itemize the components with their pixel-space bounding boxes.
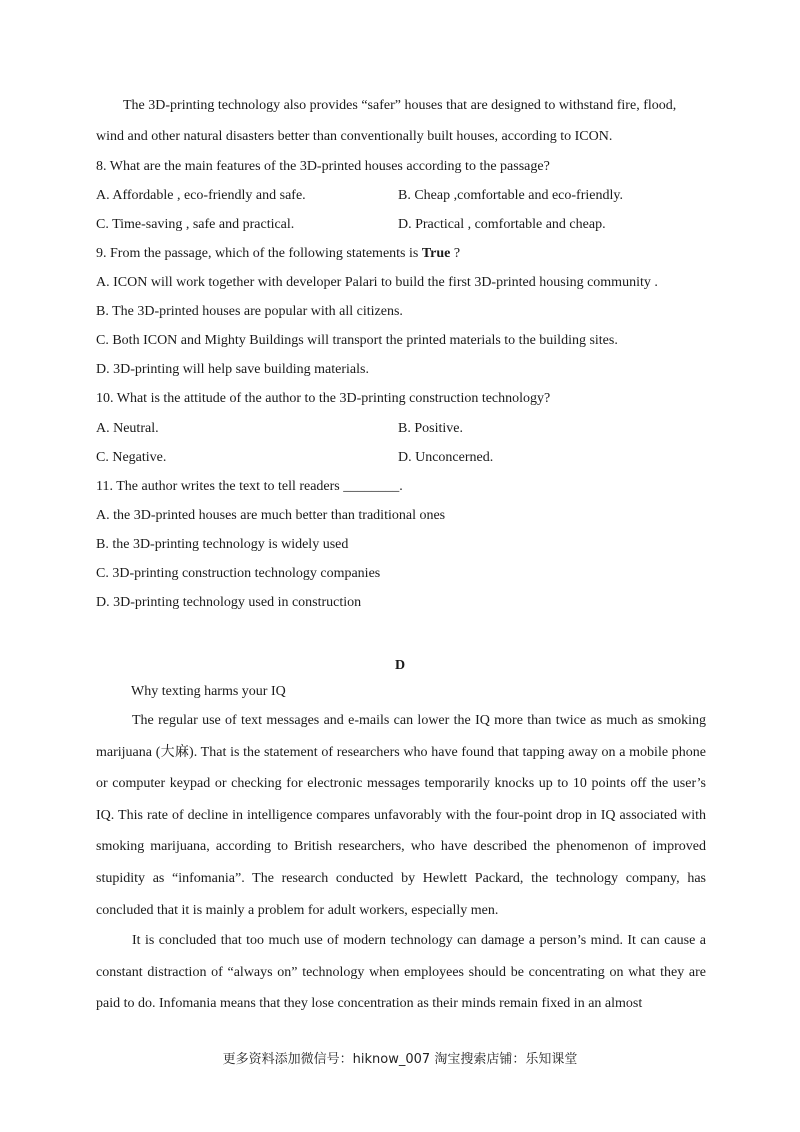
q10-option-a: A. Neutral. [96,421,159,436]
q9-option-d: D. 3D-printing will help save building materials. [96,362,369,377]
passage-title: Why texting harms your IQ [131,684,286,699]
question-11-stem: 11. The author writes the text to tell readers ________. [96,479,403,494]
q10-option-c: C. Negative. [96,450,167,465]
q9-stem-bold: True [421,246,451,261]
para2-text: It is concluded that too much use of modern technology can damage a person’s mind. It can cause a constant distraction of “always on” technology when employees should be concentrating on what they are paid to do. Infomania means that they lose concentration as their minds remain fixed in an almost [96,933,706,1012]
q10-option-d: D. Unconcerned. [398,450,494,465]
q8-option-b: B. Cheap ,comfortable and eco-friendly. [398,188,623,203]
q8-option-c: C. Time-saving , safe and practical. [96,217,295,232]
q11-option-d: D. 3D-printing technology used in construction [96,595,362,610]
intro-line-1: The 3D-printing technology also provides “safer” houses that are designed to withstand fire, flood, [123,98,677,113]
q9-option-c: C. Both ICON and Mighty Buildings will transport the printed materials to the building sites. [96,333,618,348]
q9-option-a: A. ICON will work together with developer Palari to build the first 3D-printed housing community . [96,275,658,290]
q11-option-c: C. 3D-printing construction technology companies [96,566,381,581]
passage-paragraph-2 [96,925,706,1020]
q9-stem-pre: 9. From the passage, which of the following statements is [96,246,422,261]
q8-option-d: D. Practical , comfortable and cheap. [398,217,606,232]
question-8-stem: 8. What are the main features of the 3D-printed houses according to the passage? [96,159,550,174]
q10-option-b: B. Positive. [398,421,463,436]
section-letter: D [394,658,406,673]
q11-option-b: B. the 3D-printing technology is widely used [96,537,349,552]
question-9-stem [96,246,460,262]
para1-text: The regular use of text messages and e-mails can lower the IQ more than twice as much as smoking marijuana (大麻). That is the statement of researchers who have found that tapping away on a mobile phone or computer keypad or checking for electronic messages temporarily knocks up to 10 points off the user’s IQ. This rate of decline in intelligence compares unfavorably with the four-point drop in IQ associated with smoking marijuana, according to British researchers, who have described the phenomenon of improved stupidity as “infomania”. The research conducted by Hewlett Packard, the technology company, has concluded that it is mainly a problem for adult workers, especially men. [96,713,706,918]
q9-option-b: B. The 3D-printed houses are popular with all citizens. [96,304,403,319]
q8-option-a: A. Affordable , eco-friendly and safe. [96,188,306,203]
question-10-stem: 10. What is the attitude of the author to the 3D-printing construction technology? [96,391,551,406]
passage-paragraph-1 [96,705,706,926]
q11-option-a: A. the 3D-printed houses are much better than traditional ones [96,508,446,523]
q9-stem-post: ? [450,246,461,261]
footer-note: 更多资料添加微信号：hiknow_007 淘宝搜索店铺：乐知课堂 [222,1052,578,1067]
intro-line-2: wind and other natural disasters better than conventionally built houses, according to ICON. [96,129,613,144]
